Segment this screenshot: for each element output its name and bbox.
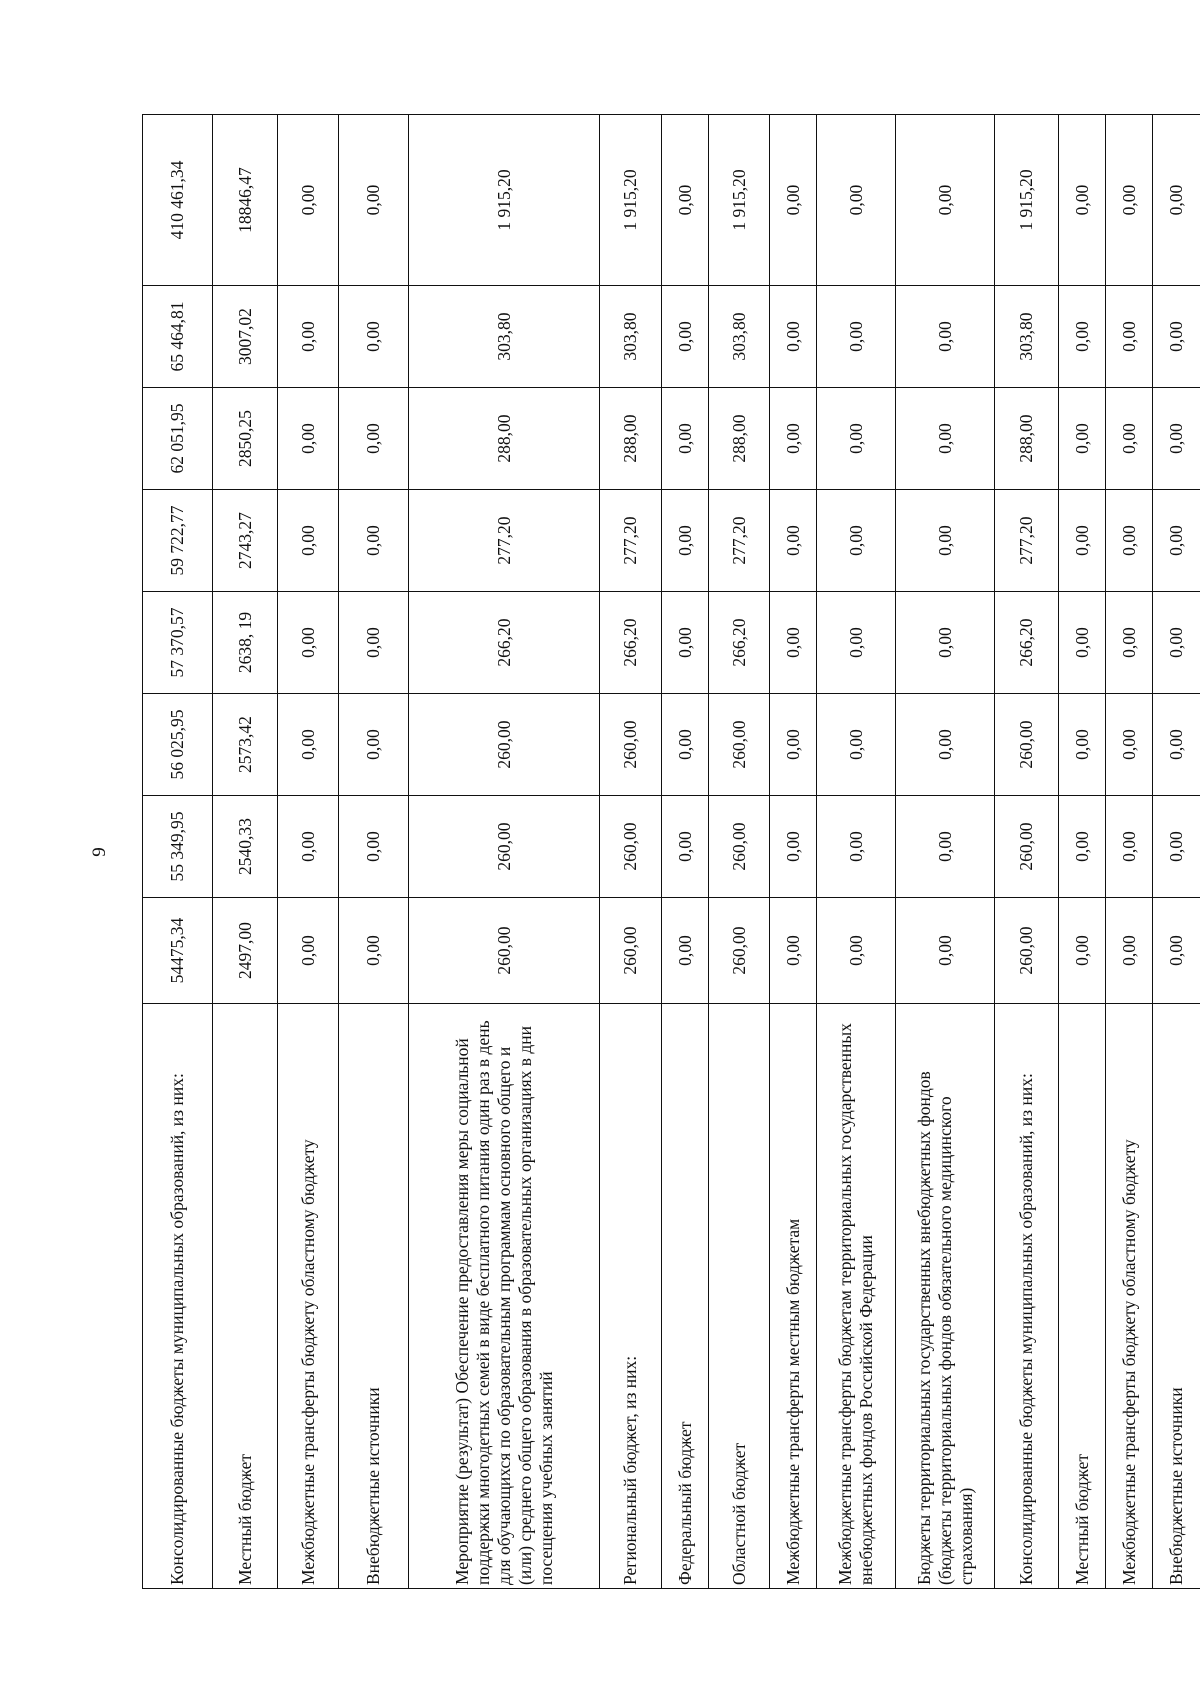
- value-cell: 3007,02: [213, 286, 278, 388]
- value-cell: 0,00: [770, 898, 817, 1004]
- value-cell: 303,80: [709, 286, 770, 388]
- table-row: [409, 115, 600, 1589]
- row-label: Местный бюджет: [213, 1004, 278, 1589]
- value-cell: 260,00: [995, 898, 1059, 1004]
- page-number: 9: [89, 847, 110, 857]
- value-cell: 0,00: [662, 898, 709, 1004]
- value-cell: 260,00: [709, 796, 770, 898]
- row-label: Внебюджетные источники: [339, 1004, 409, 1589]
- value-cell: 2743,27: [213, 490, 278, 592]
- table-row: [600, 115, 662, 1589]
- value-cell: 56 025,95: [143, 694, 213, 796]
- value-cell: 0,00: [896, 592, 995, 694]
- row-label: Региональный бюджет, из них:: [600, 1004, 662, 1589]
- table-row: [995, 115, 1059, 1589]
- value-cell: 303,80: [995, 286, 1059, 388]
- value-cell: 54475,34: [143, 898, 213, 1004]
- value-cell: 0,00: [1059, 898, 1106, 1004]
- value-cell: 266,20: [409, 592, 600, 694]
- value-cell: 0,00: [770, 115, 817, 286]
- value-cell: 0,00: [278, 490, 339, 592]
- value-cell: 0,00: [1153, 694, 1200, 796]
- value-cell: 0,00: [1106, 388, 1153, 490]
- table-row: [896, 115, 995, 1589]
- table-row: [1059, 115, 1106, 1589]
- value-cell: 0,00: [1059, 388, 1106, 490]
- value-cell: 288,00: [409, 388, 600, 490]
- value-cell: 0,00: [1059, 592, 1106, 694]
- value-cell: 0,00: [278, 898, 339, 1004]
- value-cell: 0,00: [339, 898, 409, 1004]
- row-label: Федеральный бюджет: [662, 1004, 709, 1589]
- value-cell: 0,00: [339, 490, 409, 592]
- value-cell: 277,20: [995, 490, 1059, 592]
- value-cell: 0,00: [339, 796, 409, 898]
- value-cell: 266,20: [600, 592, 662, 694]
- value-cell: 0,00: [1059, 694, 1106, 796]
- value-cell: 0,00: [339, 388, 409, 490]
- value-cell: 0,00: [662, 694, 709, 796]
- value-cell: 18846,47: [213, 115, 278, 286]
- row-label: Межбюджетные трансферты бюджету областному бюджету: [278, 1004, 339, 1589]
- value-cell: 2573,42: [213, 694, 278, 796]
- table-row: [278, 115, 339, 1589]
- value-cell: 0,00: [1059, 796, 1106, 898]
- value-cell: 0,00: [1153, 115, 1200, 286]
- value-cell: 0,00: [817, 115, 896, 286]
- value-cell: 0,00: [896, 388, 995, 490]
- row-label: Межбюджетные трансферты бюджетам территориальных государственных внебюджетных фондов Российской Федерации: [817, 1004, 896, 1589]
- value-cell: 260,00: [409, 796, 600, 898]
- value-cell: 0,00: [1059, 115, 1106, 286]
- value-cell: 260,00: [995, 796, 1059, 898]
- value-cell: 1 915,20: [709, 115, 770, 286]
- value-cell: 260,00: [600, 898, 662, 1004]
- value-cell: 2638, 19: [213, 592, 278, 694]
- value-cell: 0,00: [278, 592, 339, 694]
- value-cell: 0,00: [817, 694, 896, 796]
- value-cell: 2850,25: [213, 388, 278, 490]
- row-label: Мероприятие (результат) Обеспечение предоставления меры социальной поддержки многодетных семей в виде бесплатного питания один раз в день для обучающихся по образовательным программам основного общего и (или) среднего общего образования в образовательных организациях в дни посещения учебных занятий: [409, 1004, 600, 1589]
- value-cell: 0,00: [770, 592, 817, 694]
- value-cell: 277,20: [709, 490, 770, 592]
- value-cell: 0,00: [817, 286, 896, 388]
- value-cell: 0,00: [1059, 286, 1106, 388]
- rotated-table-container: [142, 115, 1200, 1589]
- value-cell: 288,00: [709, 388, 770, 490]
- value-cell: 0,00: [770, 694, 817, 796]
- value-cell: 0,00: [1153, 592, 1200, 694]
- table-row: [1153, 115, 1200, 1589]
- value-cell: 0,00: [770, 796, 817, 898]
- table-row: [339, 115, 409, 1589]
- table-row: [817, 115, 896, 1589]
- row-label: Межбюджетные трансферты бюджету областному бюджету: [1106, 1004, 1153, 1589]
- value-cell: 260,00: [600, 796, 662, 898]
- value-cell: 277,20: [409, 490, 600, 592]
- value-cell: 0,00: [896, 694, 995, 796]
- value-cell: 0,00: [1106, 694, 1153, 796]
- value-cell: 0,00: [662, 115, 709, 286]
- value-cell: 1 915,20: [995, 115, 1059, 286]
- value-cell: 260,00: [600, 694, 662, 796]
- value-cell: 0,00: [896, 490, 995, 592]
- value-cell: 266,20: [709, 592, 770, 694]
- value-cell: 2540,33: [213, 796, 278, 898]
- budget-table: [142, 114, 1200, 1589]
- value-cell: 0,00: [1106, 286, 1153, 388]
- value-cell: 57 370,57: [143, 592, 213, 694]
- value-cell: 0,00: [339, 694, 409, 796]
- value-cell: 0,00: [278, 115, 339, 286]
- row-label: Областной бюджет: [709, 1004, 770, 1589]
- value-cell: 260,00: [995, 694, 1059, 796]
- value-cell: 65 464,81: [143, 286, 213, 388]
- value-cell: 0,00: [896, 115, 995, 286]
- value-cell: 1 915,20: [409, 115, 600, 286]
- row-label: Консолидированные бюджеты муниципальных образований, из них:: [995, 1004, 1059, 1589]
- value-cell: 1 915,20: [600, 115, 662, 286]
- row-label: Консолидированные бюджеты муниципальных образований, из них:: [143, 1004, 213, 1589]
- row-label: Местный бюджет: [1059, 1004, 1106, 1589]
- value-cell: 0,00: [770, 286, 817, 388]
- value-cell: 0,00: [1153, 796, 1200, 898]
- value-cell: 0,00: [817, 388, 896, 490]
- value-cell: 0,00: [1153, 388, 1200, 490]
- table-row: [709, 115, 770, 1589]
- value-cell: 0,00: [339, 115, 409, 286]
- table-row: [143, 115, 213, 1589]
- value-cell: 0,00: [1153, 286, 1200, 388]
- value-cell: 0,00: [278, 286, 339, 388]
- value-cell: 0,00: [662, 592, 709, 694]
- value-cell: 0,00: [896, 286, 995, 388]
- row-label: Внебюджетные источники: [1153, 1004, 1200, 1589]
- value-cell: 0,00: [1153, 490, 1200, 592]
- value-cell: 55 349,95: [143, 796, 213, 898]
- value-cell: 0,00: [278, 796, 339, 898]
- value-cell: 410 461,34: [143, 115, 213, 286]
- value-cell: 0,00: [278, 694, 339, 796]
- value-cell: 0,00: [339, 592, 409, 694]
- value-cell: 303,80: [600, 286, 662, 388]
- value-cell: 288,00: [600, 388, 662, 490]
- value-cell: 0,00: [1106, 592, 1153, 694]
- value-cell: 0,00: [1106, 796, 1153, 898]
- row-label: Межбюджетные трансферты местным бюджетам: [770, 1004, 817, 1589]
- value-cell: 0,00: [896, 898, 995, 1004]
- value-cell: 0,00: [896, 796, 995, 898]
- value-cell: 260,00: [709, 694, 770, 796]
- value-cell: 0,00: [339, 286, 409, 388]
- value-cell: 2497,00: [213, 898, 278, 1004]
- value-cell: 0,00: [1106, 115, 1153, 286]
- value-cell: 0,00: [662, 286, 709, 388]
- value-cell: 260,00: [409, 694, 600, 796]
- value-cell: 0,00: [1153, 898, 1200, 1004]
- value-cell: 0,00: [1059, 490, 1106, 592]
- value-cell: 59 722,77: [143, 490, 213, 592]
- table-row: [213, 115, 278, 1589]
- value-cell: 0,00: [1106, 490, 1153, 592]
- table-body: [143, 115, 1200, 1589]
- value-cell: 0,00: [817, 898, 896, 1004]
- value-cell: 62 051,95: [143, 388, 213, 490]
- value-cell: 0,00: [662, 388, 709, 490]
- value-cell: 260,00: [709, 898, 770, 1004]
- value-cell: 277,20: [600, 490, 662, 592]
- value-cell: 0,00: [278, 388, 339, 490]
- value-cell: 0,00: [1106, 898, 1153, 1004]
- value-cell: 0,00: [770, 388, 817, 490]
- table-row: [770, 115, 817, 1589]
- value-cell: 266,20: [995, 592, 1059, 694]
- value-cell: 288,00: [995, 388, 1059, 490]
- value-cell: 260,00: [409, 898, 600, 1004]
- value-cell: 0,00: [770, 490, 817, 592]
- value-cell: 303,80: [409, 286, 600, 388]
- table-row: [662, 115, 709, 1589]
- value-cell: 0,00: [817, 490, 896, 592]
- value-cell: 0,00: [662, 796, 709, 898]
- row-label: Бюджеты территориальных государственных внебюджетных фондов (бюджеты территориальных фондов обязательного медицинского страхования): [896, 1004, 995, 1589]
- value-cell: 0,00: [817, 796, 896, 898]
- table-row: [1106, 115, 1153, 1589]
- value-cell: 0,00: [817, 592, 896, 694]
- value-cell: 0,00: [662, 490, 709, 592]
